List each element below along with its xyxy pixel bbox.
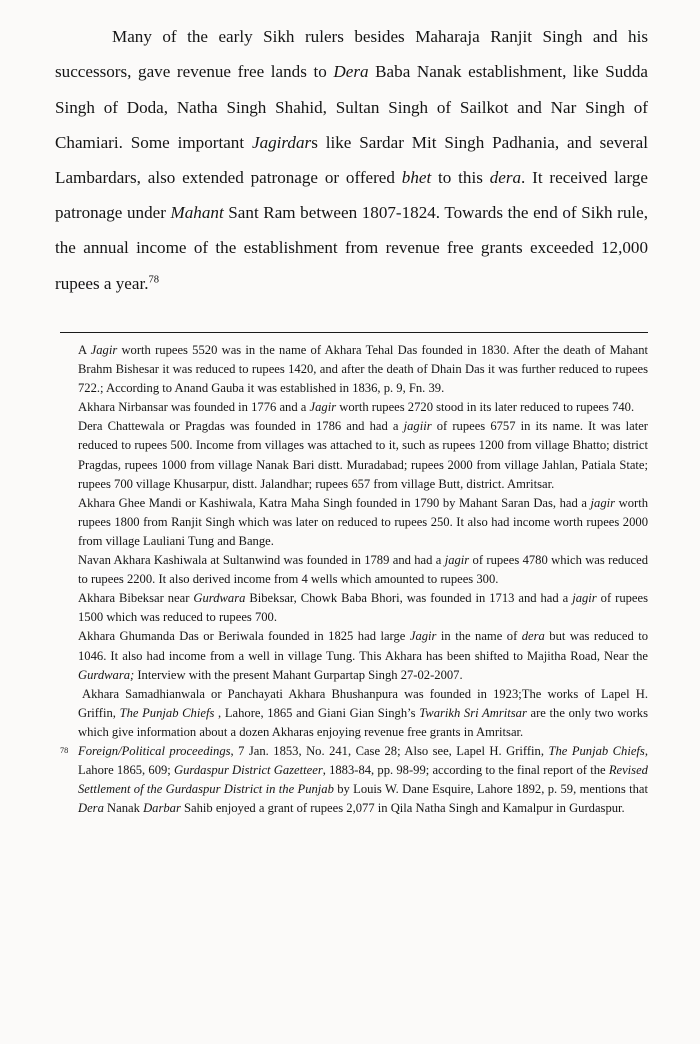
footnote-text: Akhara Samadhianwala or Panchayati Akhara Bhushanpura was founded in 1923;The works of Lapel H. Griffin, The Punjab Chiefs , Lahore, 1865 and Giani Gian Singh’s Twarikh Sri Amritsar are the only two works which give information about a dozen Akharas enjoying revenue free grants in Amritsar. [78, 686, 648, 739]
footnote-item [60, 589, 648, 627]
footnote-text: Akhara Ghee Mandi or Kashiwala, Katra Maha Singh founded in 1790 by Mahant Saran Das, had a jagir worth rupees 1800 from Ranjit Singh which was later on reduced to rupees 250. It also had income worth rupees 2000 from village Lauliani Tung and Bange. [78, 495, 648, 548]
footnote-text: Akhara Ghumanda Das or Beriwala founded in 1825 had large Jagir in the name of dera but was reduced to 1046. It also had income from a well in village Tung. This Akhara has been shifted to Majitha Road, Near the Gurdwara; Interview with the present Mahant Gurpartap Singh 27-02-2007. [78, 629, 649, 682]
footnote-item [60, 551, 648, 589]
footnote-item [60, 742, 648, 818]
footnote-marker: 78 [60, 745, 69, 755]
footnote-text: Akhara Bibeksar near Gurdwara Bibeksar, Chowk Baba Bhori, was founded in 1713 and had a jagir of rupees 1500 which was reduced to rupees 700. [78, 591, 648, 625]
footnote-item [60, 341, 648, 398]
footnote-separator-rule [60, 332, 648, 333]
footnote-text: Navan Akhara Kashiwala at Sultanwind was founded in 1789 and had a jagir of rupees 4780 which was reduced to rupees 2200. It also derived income from 4 wells which amounted to rupees 300. [78, 553, 648, 587]
footnote-text: Foreign/Political proceedings, 7 Jan. 1853, No. 241, Case 28; Also see, Lapel H. Griffin, The Punjab Chiefs, Lahore 1865, 609; Gurdaspur District Gazetteer, 1883-84, pp. 98-99; according to the final report of the Revised Settlement of the Gurdaspur District in the Punjab by Louis W. Dane Esquire, Lahore 1892, p. 59, mentions that Dera Nanak Darbar Sahib enjoyed a grant of rupees 2,077 in Qila Natha Singh and Kamalpur in Gurdaspur. [78, 743, 648, 816]
footnote-item [60, 685, 648, 742]
footnote-text: A Jagir worth rupees 5520 was in the name of Akhara Tehal Das founded in 1830. After the death of Mahant Brahm Bishesar it was reduced to rupees 1420, and after the death of Dhain Das it was further reduced to rupees 722.; According to Anand Gauba it was established in 1836, p. 9, Fn. 39. [78, 343, 648, 396]
footnote-item [60, 627, 648, 684]
footnote-item [60, 417, 648, 493]
footnote-text: Akhara Nirbansar was founded in 1776 and a Jagir worth rupees 2720 stood in its later reduced to rupees 740. [78, 400, 635, 415]
footnote-block [60, 341, 648, 818]
footnote-item [60, 494, 648, 551]
footnote-text: Dera Chattewala or Pragdas was founded in 1786 and had a jagiir of rupees 6757 in its name. It was later reduced to rupees 500. Income from villages was attached to it, such as rupees 1200 from village Bhatto; district Pragdas, rupees 1000 from village Nanak Bari distt. Muradabad; rupees 2000 from village Jahlan, Patiala State; rupees 700 village Khusarpur, distt. Jalandhar; rupees 657 from village Butt, district. Amritsar. [78, 419, 649, 491]
body-paragraph: Many of the early Sikh rulers besides Maharaja Ranjit Singh and his successors, gave revenue free lands to Dera Baba Nanak establishment, like Sudda Singh of Doda, Natha Singh Shahid, Sultan Singh of Sailkot and Nar Singh of Chamiari. Some important Jagirdars like Sardar Mit Singh Padhania, and several Lambardars, also extended patronage or offered bhet to this dera. It received large patronage under Mahant Sant Ram between 1807-1824. Towards the end of Sikh rule, the annual income of the establishment from revenue free grants exceeded 12,000 rupees a year.$^{78}$ [55, 27, 648, 293]
footnote-item [60, 398, 648, 417]
